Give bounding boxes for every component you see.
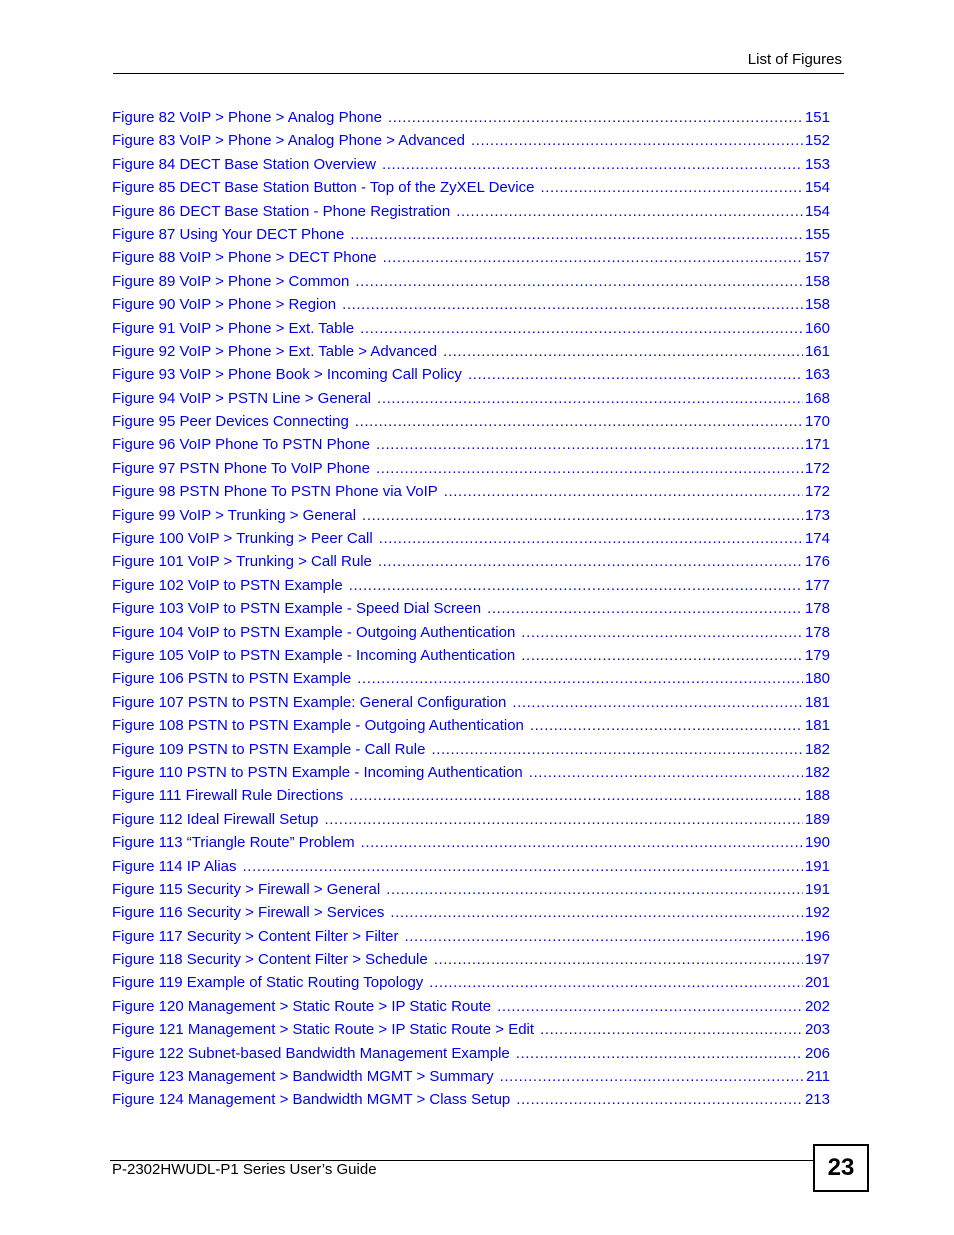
toc-entry-page[interactable]: 177	[804, 576, 830, 594]
toc-entry-title[interactable]: Figure 84 DECT Base Station Overview	[112, 155, 377, 173]
toc-entry-title[interactable]: Figure 111 Firewall Rule Directions	[112, 787, 344, 805]
toc-entry-page[interactable]: 211	[806, 1068, 830, 1086]
toc-entry-title[interactable]: Figure 118 Security > Content Filter > Schedule	[112, 951, 428, 969]
toc-dot-leader	[487, 597, 803, 620]
toc-entry-title[interactable]: Figure 102 VoIP to PSTN Example	[112, 576, 343, 594]
toc-entry[interactable]	[112, 644, 830, 667]
toc-entry[interactable]	[112, 457, 830, 480]
toc-entry[interactable]	[112, 317, 830, 340]
toc-entry-page[interactable]: 178	[804, 600, 830, 618]
toc-entry-title[interactable]: Figure 93 VoIP > Phone Book > Incoming Call Policy	[112, 366, 462, 384]
toc-entry-title[interactable]: Figure 98 PSTN Phone To PSTN Phone via VoIP	[112, 483, 438, 501]
toc-entry-title[interactable]: Figure 122 Subnet-based Bandwidth Management Example	[112, 1044, 510, 1062]
toc-entry-title[interactable]: Figure 124 Management > Bandwidth MGMT > Class Setup	[112, 1091, 511, 1109]
toc-entry[interactable]	[112, 246, 830, 269]
toc-entry[interactable]	[112, 855, 830, 878]
toc-entry-page[interactable]: 174	[804, 530, 830, 548]
toc-entry-title[interactable]: Figure 116 Security > Firewall > Services	[112, 904, 385, 922]
toc-entry[interactable]	[112, 387, 830, 410]
toc-entry-title[interactable]: Figure 85 DECT Base Station Button - Top of the ZyXEL Device	[112, 179, 535, 197]
toc-dot-leader	[362, 504, 803, 527]
toc-dot-leader	[342, 293, 803, 316]
toc-entry-title[interactable]: Figure 110 PSTN to PSTN Example - Incoming Authentication	[112, 763, 523, 781]
toc-entry-title[interactable]: Figure 113 “Triangle Route” Problem	[112, 834, 355, 852]
toc-entry-title[interactable]: Figure 96 VoIP Phone To PSTN Phone	[112, 436, 370, 454]
toc-entry-title[interactable]: Figure 97 PSTN Phone To VoIP Phone	[112, 459, 370, 477]
toc-entry[interactable]	[112, 106, 830, 129]
toc-entry-title[interactable]: Figure 100 VoIP > Trunking > Peer Call	[112, 530, 373, 548]
toc-entry-page[interactable]: 188	[804, 787, 830, 805]
toc-entry[interactable]	[112, 691, 830, 714]
toc-entry[interactable]	[112, 738, 830, 761]
toc-entry[interactable]	[112, 340, 830, 363]
toc-entry[interactable]	[112, 410, 830, 433]
toc-entry-page[interactable]: 196	[804, 927, 830, 945]
toc-dot-leader	[471, 129, 803, 152]
toc-entry[interactable]	[112, 433, 830, 456]
toc-entry-title[interactable]: Figure 87 Using Your DECT Phone	[112, 225, 345, 243]
toc-entry-title[interactable]: Figure 90 VoIP > Phone > Region	[112, 296, 337, 314]
toc-dot-leader	[431, 738, 803, 761]
toc-entry-page[interactable]: 181	[804, 693, 830, 711]
toc-entry[interactable]	[112, 831, 830, 854]
toc-entry-page[interactable]: 158	[804, 296, 830, 314]
toc-dot-leader	[500, 1065, 805, 1088]
toc-dot-leader	[376, 457, 803, 480]
toc-entry-page[interactable]: 190	[804, 834, 830, 852]
toc-entry[interactable]	[112, 153, 830, 176]
toc-dot-leader	[360, 317, 803, 340]
toc-entry-page[interactable]: 191	[804, 857, 830, 875]
toc-entry-title[interactable]: Figure 115 Security > Firewall > General	[112, 880, 381, 898]
toc-entry-page[interactable]: 154	[804, 179, 830, 197]
toc-entry[interactable]	[112, 363, 830, 386]
toc-entry-title[interactable]: Figure 123 Management > Bandwidth MGMT > Summary	[112, 1068, 494, 1086]
toc-dot-leader	[383, 246, 803, 269]
toc-entry-title[interactable]: Figure 108 PSTN to PSTN Example - Outgoing Authentication	[112, 717, 524, 735]
toc-entry[interactable]	[112, 293, 830, 316]
toc-entry-title[interactable]: Figure 104 VoIP to PSTN Example - Outgoing Authentication	[112, 623, 516, 641]
toc-entry-page[interactable]: 152	[804, 132, 830, 150]
toc-entry-page[interactable]: 154	[804, 202, 830, 220]
toc-dot-leader	[521, 621, 803, 644]
toc-entry-page[interactable]: 161	[804, 342, 830, 360]
toc-entry[interactable]	[112, 925, 830, 948]
toc-entry-page[interactable]: 172	[804, 483, 830, 501]
toc-entry[interactable]	[112, 667, 830, 690]
toc-entry-page[interactable]: 155	[804, 225, 830, 243]
toc-entry-page[interactable]: 153	[804, 155, 830, 173]
toc-entry-title[interactable]: Figure 89 VoIP > Phone > Common	[112, 272, 350, 290]
toc-entry-title[interactable]: Figure 114 IP Alias	[112, 857, 237, 875]
toc-entry[interactable]	[112, 527, 830, 550]
toc-entry-title[interactable]: Figure 107 PSTN to PSTN Example: General Configuration	[112, 693, 507, 711]
toc-dot-leader	[390, 901, 803, 924]
toc-entry-page[interactable]: 158	[804, 272, 830, 290]
toc-entry-page[interactable]: 157	[804, 249, 830, 267]
toc-entry-page[interactable]: 181	[804, 717, 830, 735]
toc-dot-leader	[349, 784, 803, 807]
toc-entry-page[interactable]: 191	[804, 880, 830, 898]
toc-entry-title[interactable]: Figure 117 Security > Content Filter > Filter	[112, 927, 399, 945]
toc-dot-leader	[355, 410, 803, 433]
toc-entry-title[interactable]: Figure 83 VoIP > Phone > Analog Phone > Advanced	[112, 132, 465, 150]
toc-dot-leader	[379, 527, 803, 550]
toc-entry-page[interactable]: 151	[804, 109, 830, 126]
header-title: List of Figures	[747, 51, 842, 68]
toc-dot-leader	[361, 831, 803, 854]
toc-dot-leader	[350, 223, 803, 246]
toc-entry-page[interactable]: 202	[804, 997, 830, 1015]
toc-dot-leader	[530, 714, 803, 737]
toc-entry[interactable]	[112, 761, 830, 784]
toc-entry-page[interactable]: 170	[804, 413, 830, 431]
toc-entry-title[interactable]: Figure 105 VoIP to PSTN Example - Incoming Authentication	[112, 646, 516, 664]
toc-entry-page[interactable]: 176	[804, 553, 830, 571]
toc-entry-title[interactable]: Figure 92 VoIP > Phone > Ext. Table > Advanced	[112, 342, 438, 360]
toc-entry-title[interactable]: Figure 95 Peer Devices Connecting	[112, 413, 349, 431]
toc-dot-leader	[434, 948, 803, 971]
toc-entry[interactable]	[112, 1088, 830, 1111]
toc-entry-page[interactable]: 160	[804, 319, 830, 337]
toc-dot-leader	[377, 387, 803, 410]
toc-dot-leader	[444, 480, 803, 503]
toc-entry-title[interactable]: Figure 120 Management > Static Route > IP Static Route	[112, 997, 492, 1015]
toc-entry[interactable]	[112, 1042, 830, 1065]
toc-entry-page[interactable]: 178	[804, 623, 830, 641]
toc-entry-title[interactable]: Figure 88 VoIP > Phone > DECT Phone	[112, 249, 377, 267]
toc-entry-page[interactable]: 201	[804, 974, 830, 992]
toc-dot-leader	[512, 691, 803, 714]
toc-dot-leader	[376, 433, 803, 456]
toc-entry[interactable]	[112, 223, 830, 246]
toc-dot-leader	[516, 1042, 803, 1065]
toc-entry[interactable]	[112, 995, 830, 1018]
toc-entry[interactable]	[112, 550, 830, 573]
toc-entry-page[interactable]: 182	[804, 763, 830, 781]
toc-dot-leader	[429, 971, 803, 994]
toc-entry[interactable]	[112, 597, 830, 620]
footer-guide-title: P-2302HWUDL-P1 Series User’s Guide	[112, 1161, 377, 1178]
toc-entry-title[interactable]: Figure 103 VoIP to PSTN Example - Speed Dial Screen	[112, 600, 482, 618]
toc-entry[interactable]	[112, 621, 830, 644]
toc-entry-page[interactable]: 192	[804, 904, 830, 922]
toc-entry[interactable]	[112, 971, 830, 994]
toc-entry-title[interactable]: Figure 99 VoIP > Trunking > General	[112, 506, 357, 524]
toc-entry[interactable]	[112, 270, 830, 293]
toc-entry-page[interactable]: 163	[804, 366, 830, 384]
toc-entry[interactable]	[112, 129, 830, 152]
toc-entry[interactable]	[112, 176, 830, 199]
toc-entry-title[interactable]: Figure 86 DECT Base Station - Phone Registration	[112, 202, 451, 220]
toc-entry-title[interactable]: Figure 106 PSTN to PSTN Example	[112, 670, 352, 688]
toc-dot-leader	[443, 340, 803, 363]
toc-dot-leader	[243, 855, 803, 878]
toc-entry[interactable]	[112, 948, 830, 971]
toc-entry-page[interactable]: 168	[804, 389, 830, 407]
toc-entry-page[interactable]: 172	[804, 459, 830, 477]
toc-dot-leader	[382, 153, 803, 176]
toc-dot-leader	[521, 644, 803, 667]
toc-dot-leader	[357, 667, 803, 690]
toc-entry-page[interactable]: 213	[804, 1091, 830, 1109]
toc-dot-leader	[468, 363, 803, 386]
toc-entry-title[interactable]: Figure 119 Example of Static Routing Topology	[112, 974, 424, 992]
toc-entry-title[interactable]: Figure 82 VoIP > Phone > Analog Phone	[112, 109, 382, 126]
toc-dot-leader	[388, 106, 803, 129]
toc-entry-page[interactable]: 203	[804, 1021, 830, 1039]
toc-entry-page[interactable]: 197	[804, 951, 830, 969]
toc-entry[interactable]	[112, 714, 830, 737]
toc-entry-title[interactable]: Figure 112 Ideal Firewall Setup	[112, 810, 319, 828]
toc-dot-leader	[540, 176, 803, 199]
toc-entry[interactable]	[112, 878, 830, 901]
toc-dot-leader	[325, 808, 803, 831]
toc-entry[interactable]	[112, 784, 830, 807]
toc-entry-title[interactable]: Figure 109 PSTN to PSTN Example - Call Rule	[112, 740, 426, 758]
toc-dot-leader	[355, 270, 803, 293]
toc-entry[interactable]	[112, 901, 830, 924]
toc-entry-title[interactable]: Figure 121 Management > Static Route > IP Static Route > Edit	[112, 1021, 535, 1039]
toc-dot-leader	[529, 761, 803, 784]
toc-entry[interactable]	[112, 480, 830, 503]
toc-entry-page[interactable]: 173	[804, 506, 830, 524]
toc-entry[interactable]	[112, 504, 830, 527]
toc-dot-leader	[456, 200, 803, 223]
toc-entry[interactable]	[112, 1065, 830, 1088]
toc-dot-leader	[405, 925, 803, 948]
toc-dot-leader	[378, 550, 803, 573]
toc-dot-leader	[540, 1018, 803, 1041]
toc-entry-title[interactable]: Figure 91 VoIP > Phone > Ext. Table	[112, 319, 355, 337]
toc-entry-title[interactable]: Figure 101 VoIP > Trunking > Call Rule	[112, 553, 372, 571]
list-of-figures	[112, 106, 830, 1112]
header-rule	[113, 73, 844, 74]
toc-entry-page[interactable]: 206	[804, 1044, 830, 1062]
toc-entry-page[interactable]: 182	[804, 740, 830, 758]
toc-dot-leader	[386, 878, 803, 901]
toc-entry-page[interactable]: 179	[804, 646, 830, 664]
toc-entry[interactable]	[112, 1018, 830, 1041]
toc-dot-leader	[497, 995, 803, 1018]
toc-entry[interactable]	[112, 574, 830, 597]
toc-entry-page[interactable]: 180	[804, 670, 830, 688]
toc-entry-title[interactable]: Figure 94 VoIP > PSTN Line > General	[112, 389, 372, 407]
page-number: 23	[813, 1144, 869, 1192]
toc-entry-page[interactable]: 189	[804, 810, 830, 828]
toc-entry[interactable]	[112, 200, 830, 223]
toc-entry-page[interactable]: 171	[804, 436, 830, 454]
toc-entry[interactable]	[112, 808, 830, 831]
toc-dot-leader	[516, 1088, 803, 1111]
toc-dot-leader	[349, 574, 803, 597]
